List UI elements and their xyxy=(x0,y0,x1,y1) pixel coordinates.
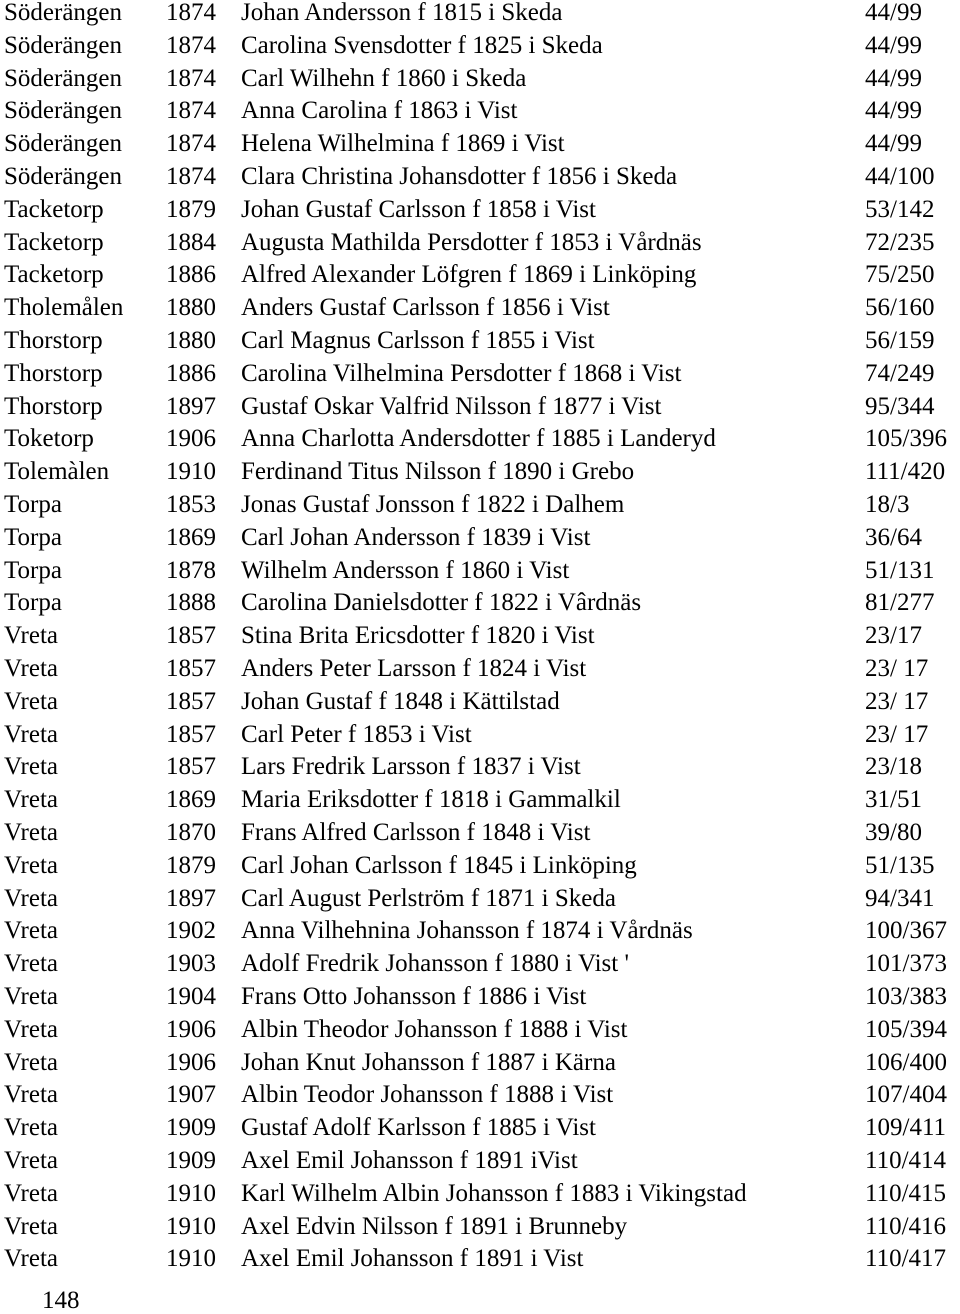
table-row xyxy=(0,623,960,656)
person-cell: Carl Magnus Carlsson f 1855 i Vist xyxy=(241,327,595,354)
place-cell: Vreta xyxy=(4,753,59,781)
year-cell: 1886 xyxy=(166,261,216,289)
place-cell: Vreta xyxy=(4,1179,59,1207)
place-cell: Vreta xyxy=(4,950,59,978)
person-cell: Maria Eriksdotter f 1818 i Gammalkil xyxy=(241,786,621,814)
reference-cell: 110/416 xyxy=(865,1212,947,1240)
table-row xyxy=(0,164,960,197)
year-cell: 1904 xyxy=(166,983,216,1010)
person-cell: Carl August Perlström f 1871 i Skeda xyxy=(241,884,616,912)
table-row xyxy=(0,820,960,853)
table-row xyxy=(0,886,960,919)
year-cell: 1857 xyxy=(166,622,216,650)
reference-cell: 23/ 17 xyxy=(865,720,929,748)
place-cell: Söderängen xyxy=(4,64,123,92)
table-row xyxy=(0,361,960,394)
reference-cell: 44/99 xyxy=(865,97,922,125)
person-cell: Alfred Alexander Löfgren f 1869 i Linköping xyxy=(241,261,697,289)
reference-cell: 51/135 xyxy=(865,851,935,879)
person-cell: Frans Otto Johansson f 1886 i Vist xyxy=(241,983,587,1010)
reference-cell: 56/159 xyxy=(865,327,935,354)
place-cell: Vreta xyxy=(4,1015,59,1043)
reference-cell: 72/235 xyxy=(865,228,935,256)
table-row xyxy=(0,197,960,230)
reference-cell: 105/396 xyxy=(865,425,947,453)
person-cell: Gustaf Adolf Karlsson f 1885 i Vist xyxy=(241,1114,596,1142)
person-cell: Johan Gustaf Carlsson f 1858 i Vist xyxy=(241,195,596,223)
reference-cell: 51/131 xyxy=(865,556,935,584)
reference-cell: 44/100 xyxy=(865,163,935,190)
place-cell: Tacketorp xyxy=(4,261,104,289)
person-cell: Axel Edvin Nilsson f 1891 i Brunneby xyxy=(241,1212,628,1240)
place-cell: Vreta xyxy=(4,1147,59,1174)
year-cell: 1857 xyxy=(166,687,216,715)
table-row xyxy=(0,328,960,361)
year-cell: 1874 xyxy=(166,97,216,125)
year-cell: 1906 xyxy=(166,1015,216,1043)
person-cell: Carolina Vilhelmina Persdotter f 1868 i Vist xyxy=(241,359,682,387)
reference-cell: 101/373 xyxy=(865,950,947,978)
table-row xyxy=(0,984,960,1017)
table-row xyxy=(0,1181,960,1214)
reference-cell: 44/99 xyxy=(865,130,922,158)
reference-cell: 23/18 xyxy=(865,753,922,781)
place-cell: Vreta xyxy=(4,687,59,715)
reference-cell: 107/404 xyxy=(865,1081,947,1109)
person-cell: Johan Knut Johansson f 1887 i Kärna xyxy=(241,1048,616,1076)
reference-cell: 44/99 xyxy=(865,31,922,59)
reference-cell: 110/414 xyxy=(865,1147,947,1174)
place-cell: Söderängen xyxy=(4,130,123,158)
year-cell: 1857 xyxy=(166,720,216,748)
person-cell: Johan Gustaf f 1848 i Kättilstad xyxy=(241,687,560,715)
reference-cell: 36/64 xyxy=(865,523,922,551)
year-cell: 1903 xyxy=(166,950,216,978)
place-cell: Söderängen xyxy=(4,97,123,125)
year-cell: 1870 xyxy=(166,819,216,846)
table-row xyxy=(0,951,960,984)
reference-cell: 23/17 xyxy=(865,622,922,650)
table-row xyxy=(0,394,960,427)
year-cell: 1880 xyxy=(166,294,216,322)
person-cell: Carolina Danielsdotter f 1822 i Vârdnäs xyxy=(241,589,642,617)
reference-cell: 111/420 xyxy=(865,458,946,486)
table-row xyxy=(0,1115,960,1148)
table-row xyxy=(0,492,960,525)
person-cell: Anna Charlotta Andersdotter f 1885 i Landeryd xyxy=(241,425,716,453)
table-row xyxy=(0,66,960,99)
reference-cell: 74/249 xyxy=(865,359,935,387)
reference-cell: 110/417 xyxy=(865,1245,947,1273)
table-row xyxy=(0,459,960,492)
person-cell: Jonas Gustaf Jonsson f 1822 i Dalhem xyxy=(241,491,625,518)
year-cell: 1878 xyxy=(166,556,216,584)
place-cell: Söderängen xyxy=(4,0,123,26)
table-row xyxy=(0,131,960,164)
place-cell: Vreta xyxy=(4,720,59,748)
year-cell: 1909 xyxy=(166,1147,216,1174)
place-cell: Vreta xyxy=(4,917,59,945)
person-cell: Anders Peter Larsson f 1824 i Vist xyxy=(241,655,587,682)
place-cell: Vreta xyxy=(4,851,59,879)
person-cell: Karl Wilhelm Albin Johansson f 1883 i Vikingstad xyxy=(241,1179,747,1207)
table-row xyxy=(0,590,960,623)
table-row xyxy=(0,754,960,787)
year-cell: 1874 xyxy=(166,31,216,59)
table-row xyxy=(0,98,960,131)
year-cell: 1907 xyxy=(166,1081,216,1109)
year-cell: 1874 xyxy=(166,130,216,158)
year-cell: 1879 xyxy=(166,195,216,223)
table-row xyxy=(0,787,960,820)
year-cell: 1853 xyxy=(166,491,216,518)
person-cell: Anders Gustaf Carlsson f 1856 i Vist xyxy=(241,294,610,322)
reference-cell: 23/ 17 xyxy=(865,655,929,682)
person-cell: Adolf Fredrik Johansson f 1880 i Vist ' xyxy=(241,950,629,978)
person-cell: Anna Vilhehnina Johansson f 1874 i Vårdnäs xyxy=(241,917,693,945)
reference-cell: 105/394 xyxy=(865,1015,947,1043)
year-cell: 1910 xyxy=(166,1179,216,1207)
place-cell: Torpa xyxy=(4,523,62,551)
person-cell: Carl Johan Andersson f 1839 i Vist xyxy=(241,523,591,551)
table-row xyxy=(0,230,960,263)
year-cell: 1910 xyxy=(166,458,216,486)
person-cell: Ferdinand Titus Nilsson f 1890 i Grebo xyxy=(241,458,635,486)
reference-cell: 39/80 xyxy=(865,819,922,846)
place-cell: Torpa xyxy=(4,491,62,518)
place-cell: Tholemålen xyxy=(4,294,124,322)
place-cell: Vreta xyxy=(4,1245,59,1273)
person-cell: Augusta Mathilda Persdotter f 1853 i Vårdnäs xyxy=(241,228,702,256)
reference-cell: 44/99 xyxy=(865,64,922,92)
place-cell: Vreta xyxy=(4,884,59,912)
place-cell: Vreta xyxy=(4,983,59,1010)
reference-cell: 106/400 xyxy=(865,1048,947,1076)
table-row xyxy=(0,1050,960,1083)
place-cell: Thorstorp xyxy=(4,359,103,387)
person-cell: Albin Theodor Johansson f 1888 i Vist xyxy=(241,1015,628,1043)
place-cell: Tolemàlen xyxy=(4,458,110,486)
year-cell: 1879 xyxy=(166,851,216,879)
reference-cell: 110/415 xyxy=(865,1179,947,1207)
table-row xyxy=(0,1017,960,1050)
person-cell: Gustaf Oskar Valfrid Nilsson f 1877 i Vist xyxy=(241,392,662,420)
table-row xyxy=(0,1214,960,1247)
year-cell: 1910 xyxy=(166,1245,216,1273)
year-cell: 1869 xyxy=(166,786,216,814)
reference-cell: 100/367 xyxy=(865,917,947,945)
place-cell: Toketorp xyxy=(4,425,94,453)
person-cell: Johan Andersson f 1815 i Skeda xyxy=(241,0,563,26)
year-cell: 1897 xyxy=(166,392,216,420)
person-cell: Wilhelm Andersson f 1860 i Vist xyxy=(241,556,570,584)
table-row xyxy=(0,33,960,66)
place-cell: Tacketorp xyxy=(4,228,104,256)
table-row xyxy=(0,722,960,755)
year-cell: 1906 xyxy=(166,425,216,453)
place-cell: Torpa xyxy=(4,556,62,584)
person-cell: Carl Johan Carlsson f 1845 i Linköping xyxy=(241,851,637,879)
table-row xyxy=(0,656,960,689)
year-cell: 1884 xyxy=(166,228,216,256)
place-cell: Vreta xyxy=(4,1081,59,1109)
place-cell: Thorstorp xyxy=(4,327,103,354)
year-cell: 1857 xyxy=(166,655,216,682)
year-cell: 1874 xyxy=(166,163,216,190)
reference-cell: 75/250 xyxy=(865,261,935,289)
year-cell: 1888 xyxy=(166,589,216,617)
table-row xyxy=(0,558,960,591)
place-cell: Vreta xyxy=(4,655,59,682)
year-cell: 1902 xyxy=(166,917,216,945)
place-cell: Vreta xyxy=(4,622,59,650)
table-row xyxy=(0,853,960,886)
table-row xyxy=(0,1246,960,1279)
year-cell: 1869 xyxy=(166,523,216,551)
person-cell: Stina Brita Ericsdotter f 1820 i Vist xyxy=(241,622,595,650)
year-cell: 1906 xyxy=(166,1048,216,1076)
place-cell: Vreta xyxy=(4,819,59,846)
person-cell: Clara Christina Johansdotter f 1856 i Skeda xyxy=(241,163,678,190)
reference-cell: 23/ 17 xyxy=(865,687,929,715)
page-number: 148 xyxy=(42,1287,80,1314)
person-cell: Axel Emil Johansson f 1891 i Vist xyxy=(241,1245,584,1273)
place-cell: Vreta xyxy=(4,786,59,814)
reference-cell: 18/3 xyxy=(865,491,910,518)
year-cell: 1857 xyxy=(166,753,216,781)
person-cell: Axel Emil Johansson f 1891 iVist xyxy=(241,1147,578,1174)
person-cell: Carolina Svensdotter f 1825 i Skeda xyxy=(241,31,603,59)
table-row xyxy=(0,689,960,722)
person-cell: Frans Alfred Carlsson f 1848 i Vist xyxy=(241,819,591,846)
reference-cell: 56/160 xyxy=(865,294,935,322)
table-row xyxy=(0,918,960,951)
reference-cell: 103/383 xyxy=(865,983,947,1010)
reference-cell: 53/142 xyxy=(865,195,935,223)
person-cell: Carl Peter f 1853 i Vist xyxy=(241,720,472,748)
table-row xyxy=(0,0,960,33)
place-cell: Vreta xyxy=(4,1114,59,1142)
reference-cell: 31/51 xyxy=(865,786,922,814)
year-cell: 1886 xyxy=(166,359,216,387)
table-row xyxy=(0,426,960,459)
place-cell: Söderängen xyxy=(4,31,123,59)
reference-cell: 109/411 xyxy=(865,1114,947,1142)
reference-cell: 44/99 xyxy=(865,0,922,26)
reference-cell: 94/341 xyxy=(865,884,935,912)
place-cell: Söderängen xyxy=(4,163,123,190)
place-cell: Vreta xyxy=(4,1048,59,1076)
person-cell: Lars Fredrik Larsson f 1837 i Vist xyxy=(241,753,581,781)
table-row xyxy=(0,1082,960,1115)
table-row xyxy=(0,262,960,295)
reference-cell: 81/277 xyxy=(865,589,935,617)
year-cell: 1910 xyxy=(166,1212,216,1240)
table-row xyxy=(0,1148,960,1181)
place-cell: Thorstorp xyxy=(4,392,103,420)
table-row xyxy=(0,525,960,558)
table-row xyxy=(0,295,960,328)
place-cell: Vreta xyxy=(4,1212,59,1240)
year-cell: 1909 xyxy=(166,1114,216,1142)
year-cell: 1874 xyxy=(166,0,216,26)
year-cell: 1897 xyxy=(166,884,216,912)
year-cell: 1874 xyxy=(166,64,216,92)
reference-cell: 95/344 xyxy=(865,392,935,420)
person-cell: Anna Carolina f 1863 i Vist xyxy=(241,97,518,125)
person-cell: Albin Teodor Johansson f 1888 i Vist xyxy=(241,1081,614,1109)
year-cell: 1880 xyxy=(166,327,216,354)
person-cell: Carl Wilhehn f 1860 i Skeda xyxy=(241,64,527,92)
place-cell: Tacketorp xyxy=(4,195,104,223)
place-cell: Torpa xyxy=(4,589,62,617)
person-cell: Helena Wilhelmina f 1869 i Vist xyxy=(241,130,565,158)
